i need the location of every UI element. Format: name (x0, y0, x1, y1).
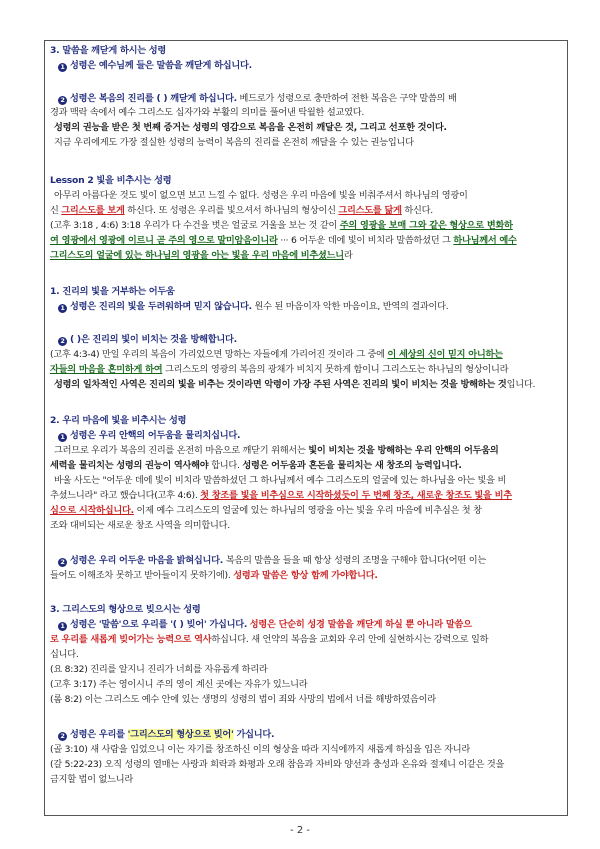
numbered-bullet-icon: 1 (58, 622, 67, 631)
text-segment: 이제 예수 그리스도의 얼굴에 있는 하나님의 영광을 아는 빛을 우리 마음에 비추심은 첫 창 (133, 505, 482, 516)
numbered-bullet-icon: 2 (58, 96, 67, 105)
text-line (50, 475, 568, 487)
text-line (50, 729, 572, 741)
text-line (50, 679, 564, 691)
text-segment: 성령은 '말씀'으로 우리를 '( ) 빚어' 가십니다. (70, 619, 248, 630)
text-segment: 하신다. (401, 205, 433, 216)
text-segment: 가십니다. (233, 729, 275, 740)
text-segment: 3. 그리스도의 형상으로 빚으시는 성령 (50, 604, 201, 615)
text-segment: 하나님께서 예수 (453, 235, 517, 246)
text-line (50, 649, 564, 661)
text-segment: 성령과 말씀은 항상 함께 가야합니다. (233, 570, 378, 581)
text-segment: 그리스도의 얼굴에 있는 하나님의 영광을 아는 빛을 우리 마음에 비추셨느니 (50, 250, 344, 261)
text-segment: 빛이 비치는 것을 방해하는 우리 안핵의 어두움의 (308, 445, 499, 456)
text-segment: 추셨느니라" 라고 했습니다(고후 4:6). (50, 490, 201, 501)
text-line (50, 137, 568, 149)
numbered-bullet-icon: 1 (58, 63, 67, 72)
text-line (50, 301, 572, 313)
text-segment: (골 3:10) 새 사람을 입었으니 이는 자기를 창조하신 이의 형상을 따라 지식에까지 새롭게 하심을 입은 자니라 (50, 744, 470, 755)
text-line (50, 664, 564, 676)
text-segment: 성령은 우리 안핵의 어두움을 물리치십니다. (70, 430, 241, 441)
text-segment: 성령은 우리 어두운 마음을 밝혀십니다. (70, 555, 224, 566)
text-segment: 세력을 물리치는 성령의 권능이 역사해야 (50, 460, 209, 471)
text-segment: 원수 된 마음이자 악한 마음이요, 반역의 결과이다. (251, 301, 449, 312)
text-segment: (갈 5:22-23) 오직 성령의 열매는 사랑과 희락과 화평과 오래 참음과 자비와 양선과 충성과 온유와 절제니 이같은 것을 (50, 759, 505, 770)
text-line (50, 774, 564, 786)
text-segment: 로 우리를 새롭게 빚어가는 능력으로 역사 (50, 634, 212, 645)
text-line (50, 604, 564, 616)
numbered-bullet-icon: 2 (58, 558, 67, 567)
text-segment: 성령의 권능을 받은 첫 번째 증거는 성령의 영감으로 복음을 온전히 깨달은 것, 그리고 선포한 것이다. (54, 122, 447, 133)
text-segment: 이 세상의 신이 믿지 아니하는 (387, 349, 503, 360)
text-line (50, 520, 564, 532)
text-segment: 아무리 아름다운 것도 빛이 없으면 보고 느낄 수 없다. 성령은 우리 마음에 빛을 비춰주셔서 하나님의 영광이 (54, 190, 468, 201)
text-segment: 주의 영광을 보매 그와 같은 형상으로 변화하 (339, 220, 513, 231)
text-segment: (고후 4:3-4) 만일 우리의 복음이 가리었으면 망하는 자들에게 가리어진 것이라 그 중에 (50, 349, 388, 360)
text-line (50, 634, 564, 646)
text-segment: 입니다. (506, 379, 536, 390)
text-segment: 그리스도의 영광의 복음의 광채가 비치지 못하게 함이니 그리스도는 하나님의 형상이니라 (162, 364, 509, 375)
text-segment: (고후 3:17) 주는 영이시니 주의 영이 계신 곳에는 자유가 있느니라 (50, 679, 308, 690)
text-segment: 금지할 법이 없느니라 (50, 774, 133, 785)
text-segment: 2. 우리 마음에 빛을 비추시는 성령 (50, 415, 187, 426)
text-line (50, 286, 564, 298)
text-segment: 바울 사도는 "어두운 데에 빛이 비치라 말씀하셨던 그 하나님께서 예수 그리스도의 얼굴에 있는 하나님을 아는 빛을 비 (54, 475, 507, 486)
text-segment: 여 영광에서 영광에 이르니 곧 주의 영으로 말미암음이니라 (50, 235, 278, 246)
text-line (50, 415, 564, 427)
text-line (50, 694, 564, 706)
text-segment: 하십니다. 새 언약의 복음을 교회와 우리 안에 실현하시는 강력으로 일하 (211, 634, 489, 645)
text-segment: 성령은 어두움과 혼돈을 물리치는 새 창조의 능력입니다. (242, 460, 462, 471)
numbered-bullet-icon: 2 (58, 732, 67, 741)
text-line (50, 505, 564, 517)
text-segment: 경과 맥락 속에서 예수 그리스도 십자가와 부활의 의미를 풀어낸 탁월한 설교였다. (50, 107, 365, 118)
text-line (50, 175, 564, 187)
text-line (50, 555, 572, 567)
text-line (50, 60, 572, 72)
text-segment: 지금 우리에게도 가장 절실한 성령의 능력이 복음의 진리를 온전히 깨달을 수 있는 권능입니다 (54, 137, 414, 148)
text-segment: (고후 3:18 , 4:6) 3:18 우리가 다 수건을 벗은 얼굴로 거울을 보는 것 같이 (50, 220, 340, 231)
text-segment: ··· 6 어두운 데에 빛이 비치라 말씀하셨던 그 (277, 235, 454, 246)
text-segment: 합니다. (208, 460, 243, 471)
text-line (50, 430, 572, 442)
text-segment: 들어도 이해조차 못하고 받아들이지 못하기에). (50, 570, 234, 581)
text-segment: 3. 말씀을 깨닫게 하시는 성령 (50, 45, 167, 56)
text-line (50, 460, 564, 472)
text-segment: 자들의 마음을 혼미하게 하여 (50, 364, 163, 375)
page-number: - 2 - (290, 825, 310, 836)
numbered-bullet-icon: 2 (58, 337, 67, 346)
text-line (50, 379, 568, 391)
text-line (50, 205, 564, 217)
text-line (50, 445, 568, 457)
text-segment: 성령은 복음의 진리를 ( ) 깨닫게 하십니다. (70, 93, 237, 104)
text-segment: 그리스도를 보게 (61, 205, 125, 216)
text-segment: 심으로 시작하십니다. (50, 505, 134, 516)
text-segment: (요 8:32) 진리를 알지니 진리가 너희를 자유롭게 하리라 (50, 664, 268, 675)
text-segment: Lesson 2 빛을 비추시는 성령 (50, 175, 172, 186)
text-segment: 성령은 진리의 빛을 두려워하며 믿지 않습니다. (70, 301, 252, 312)
text-line (50, 93, 572, 105)
text-line (50, 235, 564, 247)
text-line (50, 570, 564, 582)
text-segment: 하신다. 또 성령은 우리를 빛으셔서 하나님의 형상이신 (124, 205, 339, 216)
text-segment: '그리스도의 형상으로 빚어' (127, 729, 234, 740)
text-segment: 신 (50, 205, 62, 216)
text-line (50, 107, 564, 119)
text-line (50, 334, 572, 346)
text-segment: 그리스도를 닮게 (338, 205, 402, 216)
text-segment: 성령은 우리를 (70, 729, 128, 740)
text-line (50, 364, 564, 376)
text-segment: 라 (343, 250, 353, 261)
text-segment: 성령은 단순히 성경 말씀을 깨닫게 하실 뿐 아니라 말씀으 (249, 619, 472, 630)
text-line (50, 190, 568, 202)
text-segment: 1. 진리의 빛을 거부하는 어두움 (50, 286, 175, 297)
text-segment: 첫 창조를 빛을 비추심으로 시작하셨듯이 두 번째 창조, 새로운 창조도 빛을 비추 (200, 490, 512, 501)
text-line (50, 490, 564, 502)
text-line (50, 619, 572, 631)
numbered-bullet-icon: 1 (58, 433, 67, 442)
text-line (50, 45, 564, 57)
text-line (50, 122, 568, 134)
text-segment: 조와 대비되는 새로운 창조 사역을 의미합니다. (50, 520, 230, 531)
text-segment: 십니다. (50, 649, 79, 660)
text-segment: 복음의 말씀을 들을 때 항상 성령의 조명을 구해야 합니다(어떤 이는 (223, 555, 486, 566)
text-line (50, 349, 564, 361)
text-segment: (롬 8:2) 이는 그리스도 예수 안에 있는 생명의 성령의 법이 죄와 사망의 법에서 너를 해방하였음이라 (50, 694, 436, 705)
text-line (50, 220, 564, 232)
text-line (50, 759, 564, 771)
text-segment: 성령은 예수님께 들은 말씀을 깨닫게 하십니다. (70, 60, 252, 71)
text-segment: ( )은 진리의 빛이 비치는 것을 방해합니다. (70, 334, 237, 345)
text-segment: 성령의 일차적인 사역은 진리의 빛을 비추는 것이라면 악령이 가장 주된 사역은 진리의 빛이 비치는 것을 방해하는 것 (54, 379, 507, 390)
text-line (50, 744, 564, 756)
text-segment: 베드로가 성령으로 충만하여 전한 복음은 구약 말씀의 배 (236, 93, 457, 104)
text-line (50, 250, 564, 262)
text-segment: 그러므로 우리가 복음의 진리를 온전히 마음으로 깨닫기 위해서는 (54, 445, 309, 456)
numbered-bullet-icon: 1 (58, 304, 67, 313)
